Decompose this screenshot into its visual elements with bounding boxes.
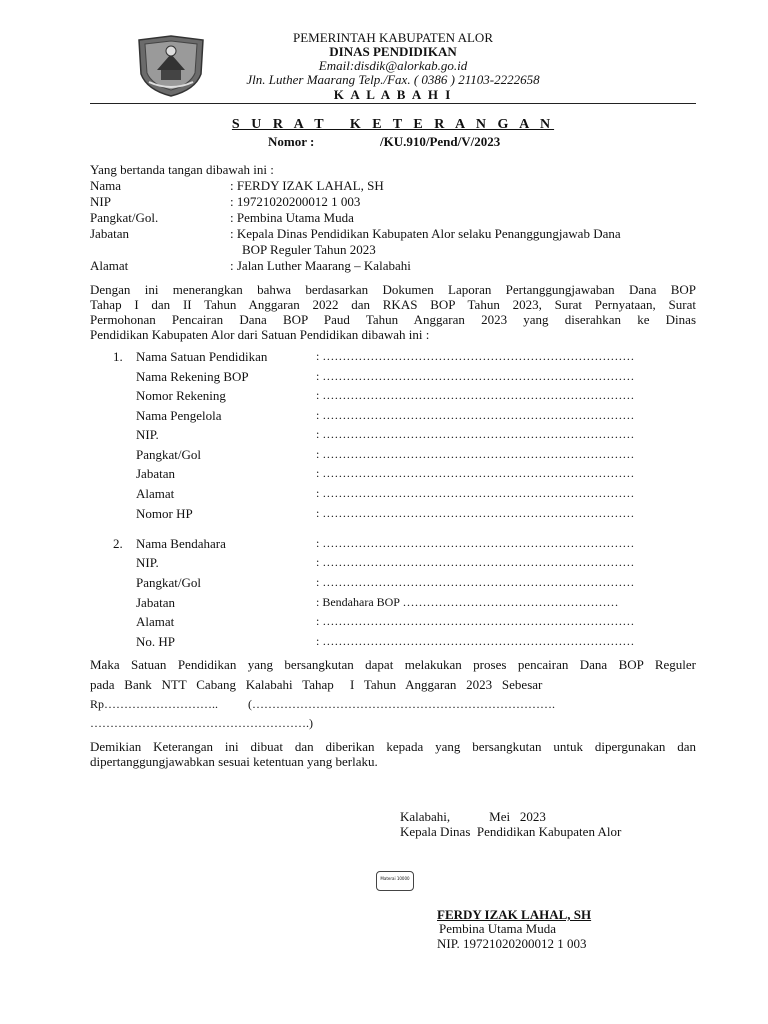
section1-label: Jabatan	[136, 466, 175, 481]
signer-position-value: : Kepala Dinas Pendidikan Kabupaten Alor selaku Penanggungjawab Dana	[230, 226, 621, 241]
paragraph2-line3: Rp……………………….. (………………………………………………………………….	[90, 697, 555, 711]
header-city: K A L A B A H I	[333, 87, 453, 102]
signer-rank-value: : Pembina Utama Muda	[230, 210, 354, 225]
signer-position-label: Jabatan	[90, 226, 129, 241]
section2-value: : Bendahara BOP ………………………………………………	[316, 595, 619, 609]
header-government: PEMERINTAH KABUPATEN ALOR	[293, 30, 493, 45]
signature-place-date: Kalabahi, Mei 2023	[400, 809, 546, 824]
paragraph1-line4: Pendidikan Kabupaten Alor dari Satuan Pendidikan dibawah ini :	[90, 327, 430, 342]
document-title: S U R A T K E T E R A N G A N	[231, 117, 555, 132]
section1-value: : ……………………………………………………………………	[316, 447, 635, 461]
signature-name: FERDY IZAK LAHAL, SH	[437, 907, 592, 922]
section1-label: Nomor HP	[136, 506, 193, 521]
header-address: Jln. Luther Maarang Telp./Fax. ( 0386 ) 21103-2222658	[246, 72, 540, 87]
section1-value: : ……………………………………………………………………	[316, 369, 635, 383]
section1-label: Nomor Rekening	[136, 388, 226, 403]
paragraph2-line4: ……………………………………………….)	[90, 716, 313, 730]
signer-nip-value: : 19721020200012 1 003	[230, 194, 361, 209]
section1-value: : ……………………………………………………………………	[316, 408, 635, 422]
section2-label: No. HP	[136, 634, 176, 649]
section2-label: NIP.	[136, 555, 159, 570]
signer-position-value-cont: BOP Reguler Tahun 2023	[242, 242, 376, 257]
section1-value: : ……………………………………………………………………	[316, 427, 635, 441]
section1-label: Nama Rekening BOP	[136, 369, 249, 384]
section2-value: : ……………………………………………………………………	[316, 614, 635, 628]
paragraph1-line2: Tahap I dan II Tahun Anggaran 2022 dan RKAS BOP Tahun 2023, Surat Pernyataan, Surat	[90, 297, 696, 312]
paragraph3-line1: Demikian Keterangan ini dibuat dan diberikan kepada yang bersangkutan untuk dipergunakan dan	[90, 739, 696, 754]
signature-position: Kepala Dinas Pendidikan Kabupaten Alor	[400, 824, 622, 839]
signer-name-value: : FERDY IZAK LAHAL, SH	[230, 178, 384, 193]
signer-nip-label: NIP	[90, 194, 111, 209]
section2-value: : ……………………………………………………………………	[316, 575, 635, 589]
header-divider	[90, 103, 696, 104]
section1-value: : ……………………………………………………………………	[316, 506, 635, 520]
paragraph2-line1: Maka Satuan Pendidikan yang bersangkutan dapat melakukan proses pencairan Dana BOP Reguler	[90, 657, 696, 672]
paragraph1-line1: Dengan ini menerangkan bahwa berdasarkan Dokumen Laporan Pertanggungjawaban Dana BOP	[90, 282, 696, 297]
signer-rank-label: Pangkat/Gol.	[90, 210, 159, 225]
signature-rank: Pembina Utama Muda	[439, 921, 556, 936]
signer-address-label: Alamat	[90, 258, 129, 273]
paragraph2-line2: pada Bank NTT Cabang Kalabahi Tahap I Tahun Anggaran 2023 Sebesar	[90, 677, 543, 692]
section1-value: : ……………………………………………………………………	[316, 349, 635, 363]
signer-name-label: Nama	[90, 178, 122, 193]
section1-label: Alamat	[136, 486, 175, 501]
nomor-label: Nomor :	[268, 134, 315, 149]
section2-label: Alamat	[136, 614, 175, 629]
section1-value: : ……………………………………………………………………	[316, 388, 635, 402]
signer-address-value: : Jalan Luther Maarang – Kalabahi	[230, 258, 411, 273]
section2-value: : ……………………………………………………………………	[316, 536, 635, 550]
paragraph1-line3: Permohonan Pencairan Dana BOP Paud Tahun Anggaran 2023 yang diserahkan ke Dinas	[90, 312, 696, 327]
section2-label: Pangkat/Gol	[136, 575, 201, 590]
header-office: DINAS PENDIDIKAN	[329, 44, 457, 59]
section1-number: 1.	[113, 349, 123, 364]
nomor-value: /KU.910/Pend/V/2023	[380, 134, 501, 149]
section1-label: NIP.	[136, 427, 159, 442]
section1-label: Pangkat/Gol	[136, 447, 201, 462]
section2-value: : ……………………………………………………………………	[316, 634, 635, 648]
section1-value: : ……………………………………………………………………	[316, 486, 635, 500]
section2-number: 2.	[113, 536, 123, 551]
section2-value: : ……………………………………………………………………	[316, 555, 635, 569]
section1-label: Nama Pengelola	[136, 408, 222, 423]
section2-label: Jabatan	[136, 595, 175, 610]
header-email: Email:disdik@alorkab.go.id	[318, 58, 468, 73]
signature-nip: NIP. 19721020200012 1 003	[437, 936, 587, 951]
intro-text: Yang bertanda tangan dibawah ini :	[90, 162, 274, 177]
materai-stamp: Materai 10000	[376, 871, 414, 891]
paragraph3-line2: dipertanggungjawabkan sesuai ketentuan yang berlaku.	[90, 754, 378, 769]
section1-label: Nama Satuan Pendidikan	[136, 349, 268, 364]
section1-value: : ……………………………………………………………………	[316, 466, 635, 480]
section2-label: Nama Bendahara	[136, 536, 226, 551]
